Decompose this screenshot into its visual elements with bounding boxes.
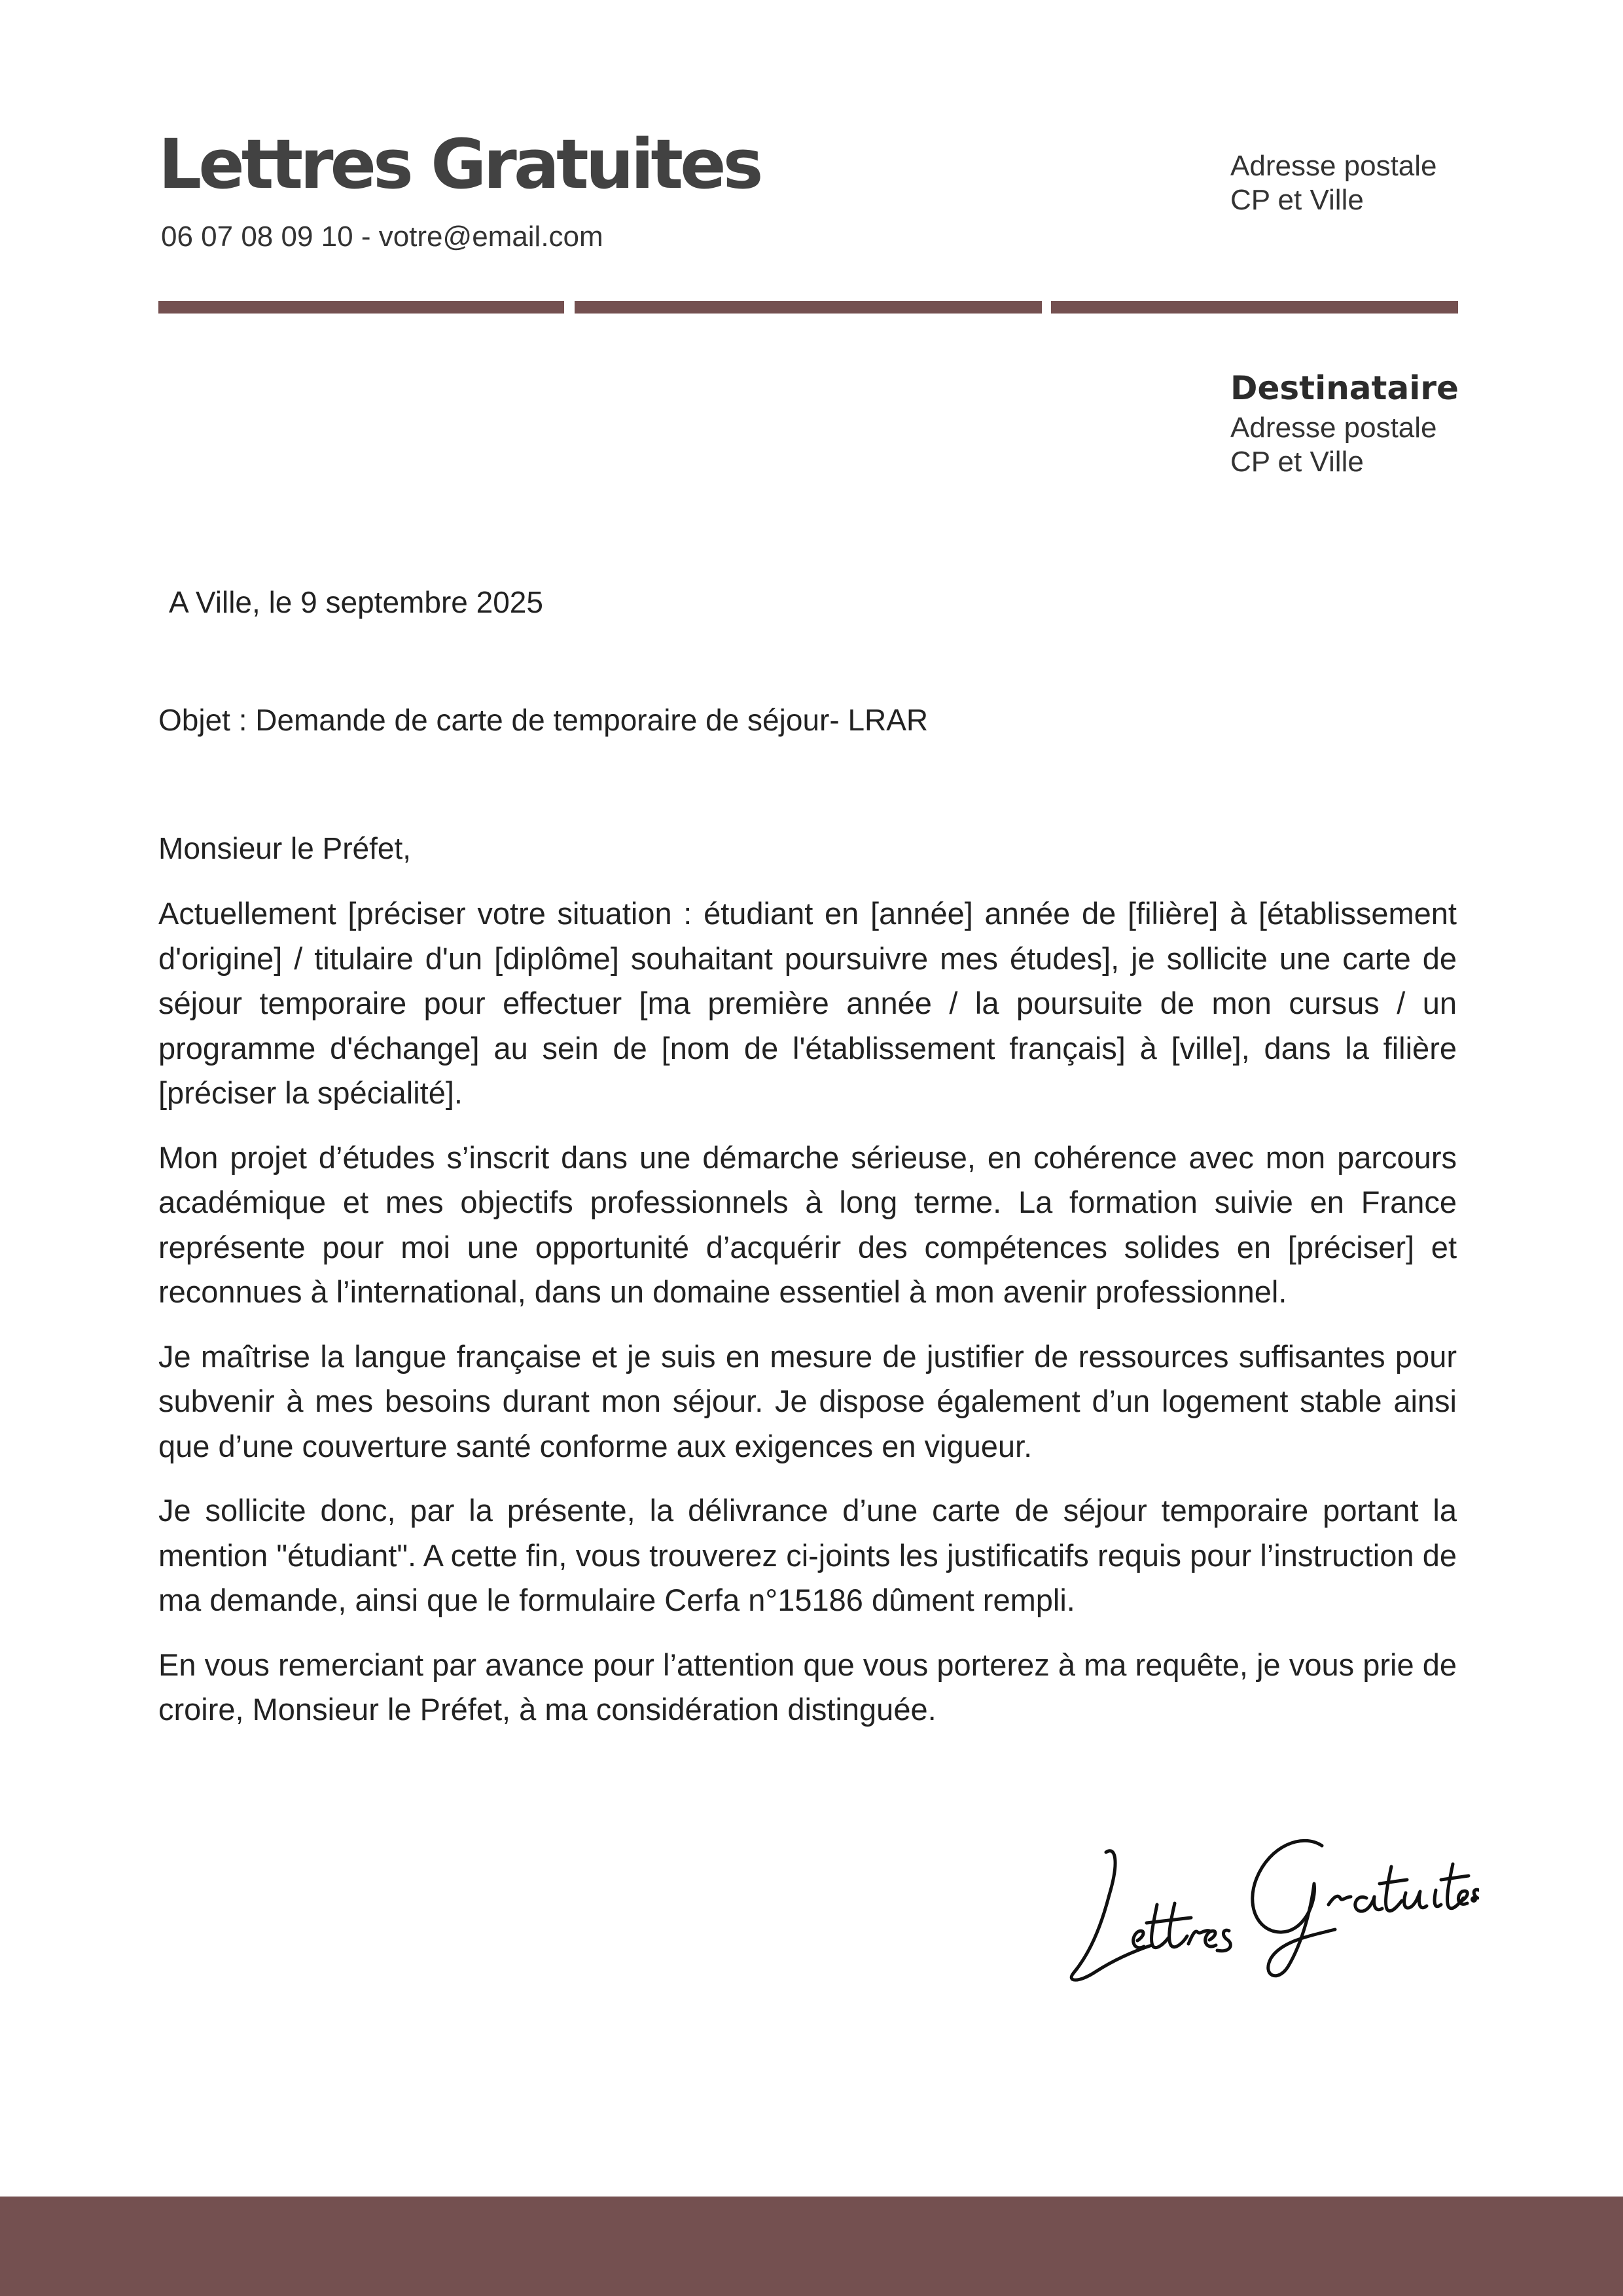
divider-segment — [1051, 301, 1458, 314]
body-paragraph: Je sollicite donc, par la présente, la délivrance d’une carte de séjour temporaire portant la mention "étudiant". A cette fin, vous trouverez ci-joints les justificatifs requis pour l’instruction de ma demande, ainsi que le formulaire Cerfa n°15186 dûment rempli. — [158, 1493, 1457, 1617]
recipient-address-line2: CP et Ville — [1230, 446, 1364, 478]
handwritten-signature — [1060, 1806, 1479, 1990]
letter-body — [158, 891, 1457, 1752]
body-paragraph: Je maîtrise la langue française et je suis en mesure de justifier de ressources suffisantes pour subvenir à mes besoins durant mon séjour. Je dispose également d’un logement stable ainsi que d’une couverture santé conforme aux exigences en vigueur. — [158, 1338, 1457, 1463]
body-paragraph: En vous remerciant par avance pour l’attention que vous porterez à ma requête, je vous prie de croire, Monsieur le Préfet, à ma considération distinguée. — [158, 1647, 1457, 1727]
header-divider — [158, 301, 1458, 314]
sender-address — [1230, 149, 1437, 217]
letter-date: A Ville, le 9 septembre 2025 — [169, 585, 543, 619]
sender-address-line1: Adresse postale — [1230, 150, 1437, 182]
body-paragraph: Mon projet d’études s’inscrit dans une démarche sérieuse, en cohérence avec mon parcours académique et mes objectifs professionnels à long terme. La formation suivie en France représente pour moi une opportunité d’acquérir des compétences solides en [préciser] et reconnues à l’international, dans un domaine essentiel à mon avenir professionnel. — [158, 1139, 1457, 1309]
footer-band — [0, 2197, 1623, 2296]
divider-segment — [158, 301, 564, 314]
recipient-address-line1: Adresse postale — [1230, 412, 1437, 444]
letter-subject: Objet : Demande de carte de temporaire de séjour- LRAR — [158, 703, 929, 737]
sender-name: Lettres Gratuites — [158, 124, 760, 204]
body-paragraph: Actuellement [préciser votre situation : étudiant en [année] année de [filière] à [établissement d'origine] / titulaire d'un [diplôme] souhaitant poursuivre mes études], je sollicite une carte de séjour temporaire pour effectuer [ma première année / la poursuite de mon cursus / un programme d'échange] au sein de [nom de l'établissement français] à [ville], dans la filière [préciser la spécialité]. — [158, 896, 1457, 1110]
recipient-block — [1230, 365, 1459, 479]
signature-dot — [1471, 1896, 1477, 1903]
letter-salutation: Monsieur le Préfet, — [158, 831, 412, 865]
sender-contact: 06 07 08 09 10 - votre@email.com — [161, 221, 603, 253]
recipient-title: Destinataire — [1230, 369, 1459, 407]
sender-address-line2: CP et Ville — [1230, 184, 1364, 216]
divider-segment — [575, 301, 1042, 314]
